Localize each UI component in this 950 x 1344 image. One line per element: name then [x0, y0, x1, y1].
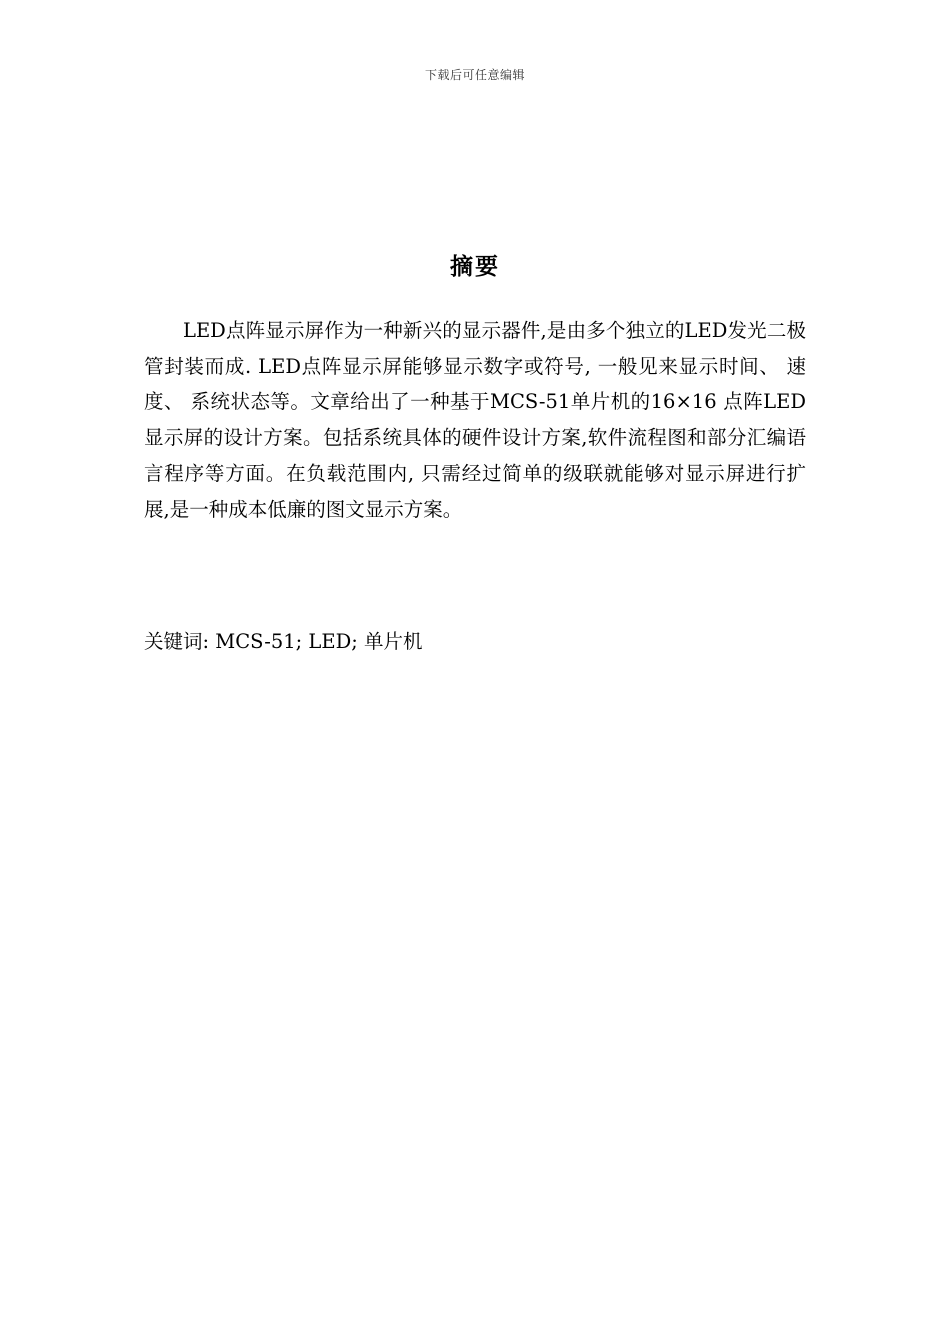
abstract-body: LED点阵显示屏作为一种新兴的显示器件,是由多个独立的LED发光二极管封装而成. LED点阵显示屏能够显示数字或符号, 一般见来显示时间、 速度、 系统状态等。文章给出了一种基于MCS-51单片机的16×16 点阵LED显示屏的设计方案。包括系统具体的硬件设计方案,软件流程图和部分汇编语言程序等方面。在负载范围内, 只需经过简单的级联就能够对显示屏进行扩展,是一种成本低廉的图文显示方案。 [144, 319, 806, 521]
header-note: 下载后可任意编辑 [424, 68, 525, 82]
abstract-title: 摘要 [450, 254, 500, 280]
keywords-line: 关键词: MCS-51; LED; 单片机 [144, 630, 423, 653]
